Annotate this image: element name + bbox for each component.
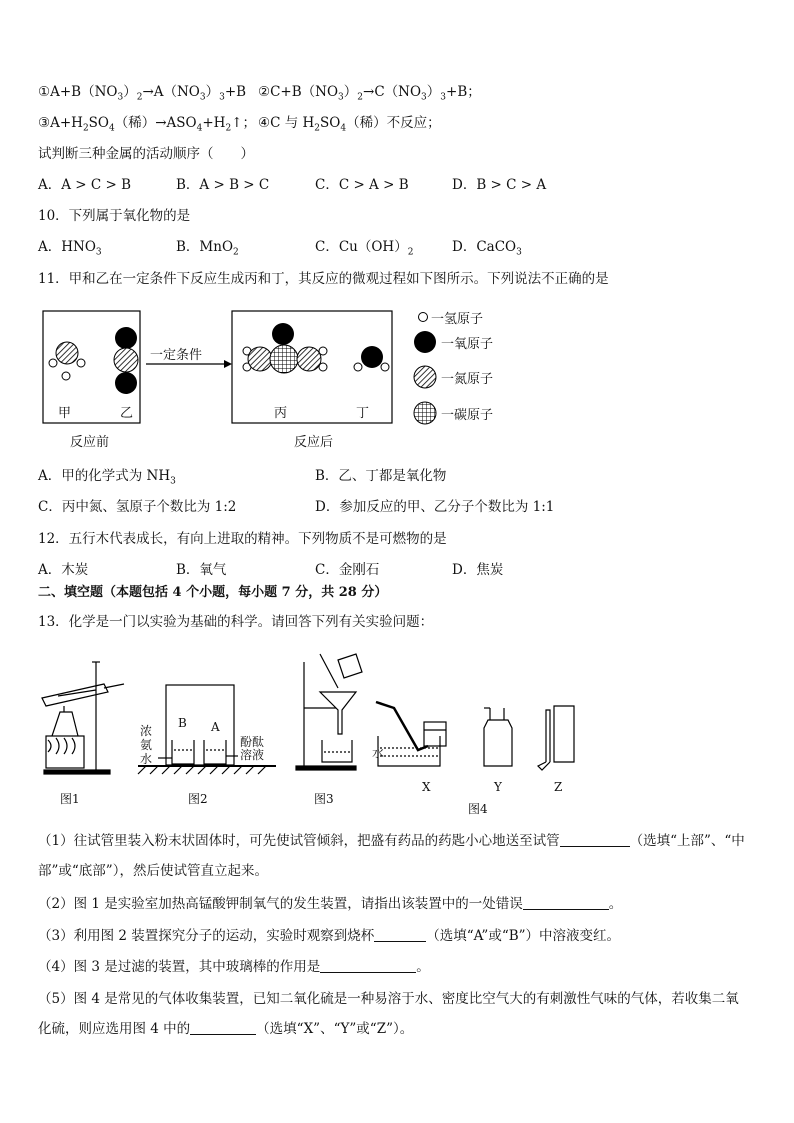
legend-carbon: 一碳原子 bbox=[441, 408, 494, 423]
q13-part-4: （4）图 3 是过滤的装置，其中玻璃棒的作用是 。 bbox=[38, 959, 430, 975]
q9-reaction-4: ④C 与 $H_2SO_4$（稀）不反应； bbox=[258, 115, 441, 134]
q10-option-c: C．$Cu(OH)_2$ bbox=[315, 239, 414, 258]
q12-option-c: C．金刚石 bbox=[315, 562, 380, 578]
fig4-water-label: 水 bbox=[372, 746, 385, 760]
label-ding: 丁 bbox=[356, 406, 370, 421]
q9-option-b: B．A > B > C bbox=[176, 177, 270, 193]
q11-option-d: D．参加反应的甲、乙分子个数比为 1:1 bbox=[315, 499, 555, 515]
q13-part-3-blank[interactable] bbox=[374, 927, 426, 942]
arrow-label: 一定条件 bbox=[150, 348, 203, 363]
label-after: 反应后 bbox=[294, 435, 334, 450]
fig2-beaker-a-label: A bbox=[211, 720, 220, 734]
fig2-ammonia-label: 浓 氨 水 bbox=[140, 724, 153, 766]
fig2-caption: 图2 bbox=[188, 792, 208, 806]
q13-part-1: （1）往试管里装入粉末状固体时，可先使试管倾斜，把盛有药品的药匙小心地送至试管 （选填“上部”、“中 部”或“底部”），然后使试管直立起来。 bbox=[38, 833, 745, 879]
label-yi: 乙 bbox=[120, 406, 134, 421]
q13-part-1-blank[interactable] bbox=[560, 832, 630, 847]
q13-stem: 13．化学是一门以实验为基础的科学。请回答下列有关实验问题： bbox=[38, 614, 434, 630]
legend-hydrogen: 一氢原子 bbox=[431, 312, 484, 327]
legend-nitrogen: 一氮原子 bbox=[441, 372, 494, 387]
q11-option-b: B．乙、丁都是氧化物 bbox=[315, 468, 447, 484]
q10-stem: 10．下列属于氧化物的是 bbox=[38, 208, 191, 224]
q13-part-4-blank[interactable] bbox=[320, 958, 416, 973]
section-2-title: 二、填空题（本题包括 4 个小题，每小题 7 分，共 28 分） bbox=[38, 585, 388, 600]
q11-stem: 11．甲和乙在一定条件下反应生成丙和丁，其反应的微观过程如下图所示。下列说法不正确的是 bbox=[38, 271, 609, 287]
q9-option-d: D．B > C > A bbox=[452, 177, 547, 193]
q11-option-a: A．甲的化学式为 $NH_3$ bbox=[38, 468, 176, 487]
legend-oxygen: 一氧原子 bbox=[441, 337, 494, 352]
fig4-x-label: X bbox=[422, 780, 431, 794]
q13-part-5: （5）图 4 是常见的气体收集装置，已知二氧化硫是一种易溶于水、密度比空气大的有刺激性气味的气体，若收集二氧 化硫，则应选用图 4 中的 （选填“X”、“Y”或“Z”）。 bbox=[38, 991, 739, 1037]
fig2-phenolphthalein-label: 酚酞 溶液 bbox=[240, 735, 265, 762]
q13-part-2-blank[interactable] bbox=[523, 895, 609, 910]
q10-option-a: A．$HNO_3$ bbox=[38, 239, 102, 258]
fig2-beaker-b-label: B bbox=[178, 716, 187, 730]
fig3-caption: 图3 bbox=[314, 792, 334, 806]
fig1-caption: 图1 bbox=[60, 792, 80, 806]
q12-option-b: B．氧气 bbox=[176, 562, 227, 578]
q12-option-a: A．木炭 bbox=[38, 562, 89, 578]
q10-option-b: B．MnO$_2$ bbox=[176, 239, 239, 258]
q13-part-2: （2）图 1 是实验室加热高锰酸钾制氧气的发生装置，请指出该装置中的一处错误 。 bbox=[38, 896, 623, 912]
q13-part-3: （3）利用图 2 装置探究分子的运动，实验时观察到烧杯 （选填“A”或“B”）中溶液变红。 bbox=[38, 928, 621, 944]
label-jia: 甲 bbox=[58, 406, 72, 421]
fig4-z-label: Z bbox=[554, 780, 563, 794]
q9-option-c: C．C > A > B bbox=[315, 177, 409, 193]
q12-stem: 12．五行木代表成长，有向上进取的精神。下列物质不是可燃物的是 bbox=[38, 531, 447, 547]
fig4-y-label: Y bbox=[494, 780, 502, 794]
q12-option-d: D．焦炭 bbox=[452, 562, 504, 578]
q9-reaction-3: $③A+H_2SO_4$（稀）$\to ASO_4+H_2↑$； bbox=[38, 115, 256, 134]
label-bing: 丙 bbox=[274, 406, 288, 421]
fig4-caption: 图4 bbox=[468, 802, 488, 816]
q13-part-5-blank[interactable] bbox=[190, 1020, 256, 1035]
label-before: 反应前 bbox=[70, 435, 110, 450]
q9-reaction-2: $②C+B(NO_3)_2\to C(NO_3)_3+B$； bbox=[258, 84, 481, 103]
q11-diagram bbox=[38, 300, 508, 452]
q13-figures bbox=[38, 650, 588, 820]
q9-option-a: A．A > C > B bbox=[38, 177, 132, 193]
q10-option-d: D．CaCO$_3$ bbox=[452, 239, 522, 258]
q9-ask: 试判断三种金属的活动顺序（ ） bbox=[38, 146, 254, 162]
q11-option-c: C．丙中氮、氢原子个数比为 1:2 bbox=[38, 499, 237, 515]
q9-reaction-1: $①A+B(NO_3)_2\to A(NO_3)_3+B$ bbox=[38, 84, 247, 103]
